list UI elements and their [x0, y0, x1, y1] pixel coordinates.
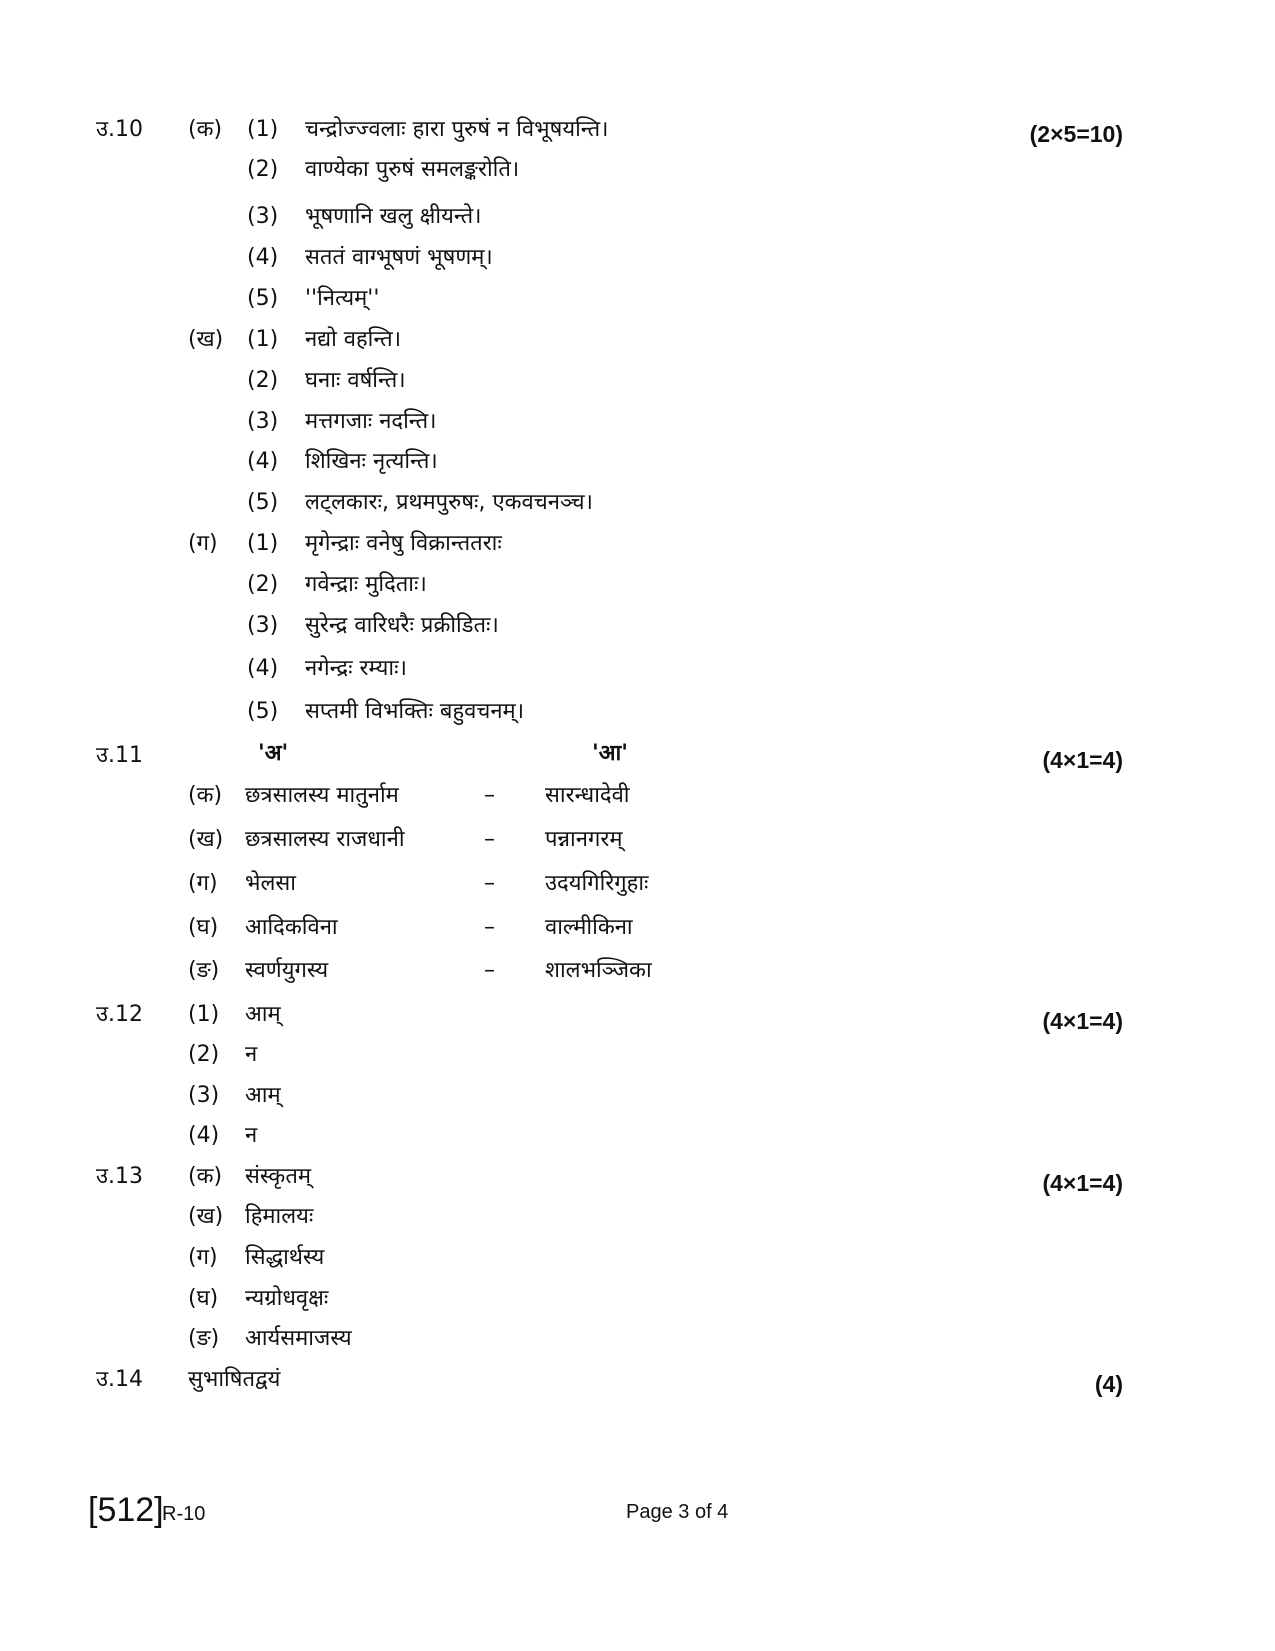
paper-subcode: R-10 — [162, 1503, 206, 1525]
item-number: (5) — [247, 699, 279, 724]
answer-text: नद्यो वहन्ति। — [305, 327, 402, 352]
sub-label: (क) — [188, 117, 223, 142]
answer-text: न — [245, 1042, 258, 1067]
answer-text: सुभाषितद्वयं — [188, 1367, 281, 1392]
answer-text: न — [245, 1123, 258, 1148]
marks-label: (2×5=10) — [1029, 121, 1123, 147]
sub-label: (ग) — [188, 531, 218, 556]
match-left: स्वर्णयुगस्य — [245, 958, 329, 983]
answer-text: आम् — [245, 1083, 281, 1108]
item-number: (क) — [188, 1164, 223, 1189]
item-number: (ख) — [188, 1204, 224, 1229]
answer-text: संस्कृतम् — [245, 1164, 312, 1189]
item-number: (1) — [247, 327, 279, 352]
answer-text: मत्तगजाः नदन्ति। — [305, 409, 437, 434]
match-dash: – — [484, 915, 495, 940]
marks-label: (4) — [1094, 1371, 1123, 1397]
answer-text: आम् — [245, 1002, 281, 1027]
question-number: उ.13 — [96, 1164, 144, 1189]
match-label: (क) — [188, 783, 223, 808]
answer-text: सततं वाग्भूषणं भूषणम्। — [305, 245, 493, 270]
page-number: Page 3 of 4 — [626, 1501, 729, 1523]
answer-text: शिखिनः नृत्यन्ति। — [305, 449, 438, 474]
match-label: (ङ) — [188, 958, 220, 983]
marks-label: (4×1=4) — [1042, 1170, 1123, 1196]
item-number: (3) — [247, 409, 279, 434]
answer-text: घनाः वर्षन्ति। — [305, 368, 406, 393]
match-left: छत्रसालस्य राजधानी — [245, 827, 405, 852]
answer-text: भूषणानि खलु क्षीयन्ते। — [305, 204, 482, 229]
question-number: उ.11 — [96, 743, 144, 768]
item-number: (3) — [247, 204, 279, 229]
match-dash: – — [484, 827, 495, 852]
match-left: भेलसा — [245, 871, 296, 896]
answer-text: लट्लकारः, प्रथमपुरुषः, एकवचनञ्च। — [305, 490, 593, 515]
match-label: (घ) — [188, 915, 219, 940]
match-dash: – — [484, 958, 495, 983]
answer-text: सप्तमी विभक्तिः बहुवचनम्। — [305, 699, 525, 724]
item-number: (3) — [188, 1083, 220, 1108]
marks-label: (4×1=4) — [1042, 1008, 1123, 1034]
marks-label: (4×1=4) — [1042, 747, 1123, 773]
match-right: सारन्धादेवी — [545, 783, 630, 808]
answer-text: गवेन्द्राः मुदिताः। — [305, 572, 427, 597]
item-number: (2) — [188, 1042, 220, 1067]
question-number: उ.10 — [96, 117, 144, 142]
item-number: (4) — [247, 245, 279, 270]
item-number: (4) — [247, 449, 279, 474]
question-number: उ.14 — [96, 1367, 144, 1392]
answer-text: मृगेन्द्राः वनेषु विक्रान्ततराः — [305, 531, 502, 556]
answer-text: हिमालयः — [245, 1204, 314, 1229]
paper-code: [512] — [88, 1491, 164, 1529]
item-number: (घ) — [188, 1286, 219, 1311]
answer-text: वाण्येका पुरुषं समलङ्करोति। — [305, 157, 520, 182]
answer-text: नगेन्द्रः रम्याः। — [305, 656, 407, 681]
match-label: (ग) — [188, 871, 218, 896]
match-dash: – — [484, 783, 495, 808]
item-number: (5) — [247, 286, 279, 311]
match-right: उदयगिरिगुहाः — [545, 871, 649, 896]
answer-text: सुरेन्द्र वारिधरैः प्रक्रीडितः। — [305, 613, 499, 638]
item-number: (1) — [188, 1002, 220, 1027]
item-number: (5) — [247, 490, 279, 515]
item-number: (2) — [247, 157, 279, 182]
column-header-a: 'अ' — [258, 741, 289, 766]
match-left: छत्रसालस्य मातुर्नाम — [245, 783, 399, 808]
item-number: (1) — [247, 531, 279, 556]
answer-text: चन्द्रोज्ज्वलाः हारा पुरुषं न विभूषयन्ति। — [305, 117, 609, 142]
item-number: (1) — [247, 117, 279, 142]
answer-text: सिद्धार्थस्य — [245, 1245, 325, 1270]
item-number: (2) — [247, 368, 279, 393]
sub-label: (ख) — [188, 327, 224, 352]
match-right: पन्नानगरम् — [545, 827, 623, 852]
match-dash: – — [484, 871, 495, 896]
item-number: (3) — [247, 613, 279, 638]
item-number: (4) — [247, 656, 279, 681]
match-label: (ख) — [188, 827, 224, 852]
answer-text: आर्यसमाजस्य — [245, 1326, 352, 1351]
item-number: (2) — [247, 572, 279, 597]
question-number: उ.12 — [96, 1002, 144, 1027]
answer-text: न्यग्रोधवृक्षः — [245, 1286, 329, 1311]
item-number: (ग) — [188, 1245, 218, 1270]
match-right: शालभञ्जिका — [545, 958, 652, 983]
column-header-aa: 'आ' — [592, 741, 628, 766]
answer-text: ''नित्यम्'' — [305, 286, 380, 311]
item-number: (4) — [188, 1123, 220, 1148]
match-right: वाल्मीकिना — [545, 915, 633, 940]
item-number: (ङ) — [188, 1326, 220, 1351]
match-left: आदिकविना — [245, 915, 338, 940]
